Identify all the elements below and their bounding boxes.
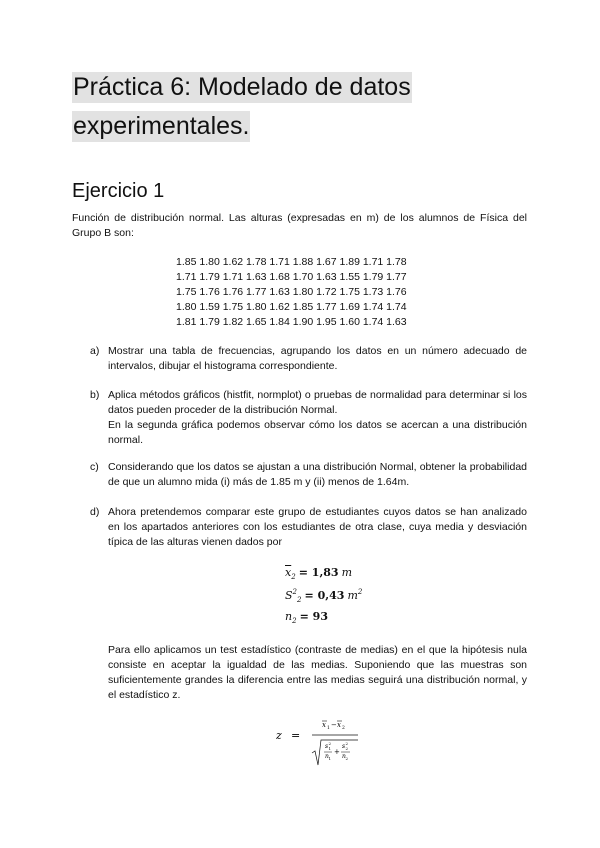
list-item-b [90,388,527,448]
list-item-text: Ahora pretendemos comparar este grupo de estudiantes cuyos datos se han analizado en los apartados anteriores con los estudiantes de otra clase, cuya media y desviación típica de las alturas vienen dados por [108,506,527,548]
exercise-heading: Ejercicio 1 [72,180,165,202]
numerator-sub2: 2 [342,726,345,731]
data-row: 1.81 1.79 1.82 1.65 1.84 1.90 1.95 1.60 1.74 1.63 [176,316,407,328]
s1-symbol: s [325,743,329,750]
n2-sub: 2 [345,756,349,761]
list-item-text: Mostrar una tabla de frecuencias, agrupando los datos en un número adecuado de intervalos, dibujar el histograma correspondiente. [108,345,527,372]
z-symbol: z [276,729,282,742]
sample-size-equation: $n_2 = 93$ [285,610,328,625]
list-item-note: En la segunda gráfica podemos observar cómo los datos se acercan a una distribución normal. [108,419,527,446]
numerator-sub1: 1 [327,726,330,731]
numerator-x1: x [322,721,326,729]
s2-sub: 2 [345,746,349,751]
list-marker: c) [90,461,99,473]
list-marker: d) [90,506,100,518]
title-line-2: experimentales. [73,112,250,140]
minus-sign: − [331,721,337,729]
s1-sub: 1 [328,746,332,751]
data-row: 1.75 1.76 1.76 1.77 1.63 1.80 1.72 1.75 1.73 1.76 [176,286,407,298]
data-row: 1.85 1.80 1.62 1.78 1.71 1.88 1.67 1.89 1.71 1.78 [176,256,407,268]
numerator-x2: x [337,721,341,729]
list-item-a [90,344,527,374]
n2-symbol: n [342,753,346,760]
n1-symbol: n [325,753,329,760]
s2-symbol: s [342,743,346,750]
conclusion-paragraph: Para ello aplicamos un test estadístico (contraste de medias) en el que la hipótesis nula consiste en aceptar la igualdad de las medias. Suponiendo que las muestras son suficientemente grandes la diferencia entre las medias seguirá una distribución normal, y el estadístico z. [108,644,527,701]
variance-equation: $S^2_2 = 0,43$ $m^2$ [285,588,363,604]
z-statistic-formula [276,718,376,768]
list-item-c [90,460,527,490]
data-row: 1.80 1.59 1.75 1.80 1.62 1.85 1.77 1.69 1.74 1.74 [176,301,407,313]
list-item-text: Considerando que los datos se ajustan a una distribución Normal, obtener la probabilidad de que un alumno mida (i) más de 1.85 m y (ii) menos de 1.64m. [108,461,527,488]
list-marker: b) [90,389,100,401]
equals-sign: = [291,729,301,742]
n1-sub: 1 [328,756,332,761]
intro-paragraph: Función de distribución normal. Las alturas (expresadas en m) de los alumnos de Física del Grupo B son: [72,212,527,239]
page-title [72,72,512,150]
plus-sign: + [334,748,340,756]
height-data-table [176,255,407,330]
s2-sup: 2 [345,741,349,746]
list-item-d [90,505,527,550]
list-marker: a) [90,345,100,357]
title-line-1: Práctica 6: Modelado de datos [73,73,411,101]
s1-sup: 2 [328,741,332,746]
mean-equation: $\overline{x}_2 = 1,83$ m [285,566,353,581]
list-item-text: Aplica métodos gráficos (histfit, normplot) o pruebas de normalidad para determinar si los datos pueden proceder de la distribución Normal. [108,389,527,416]
data-row: 1.71 1.79 1.71 1.63 1.68 1.70 1.63 1.55 1.79 1.77 [176,271,407,283]
